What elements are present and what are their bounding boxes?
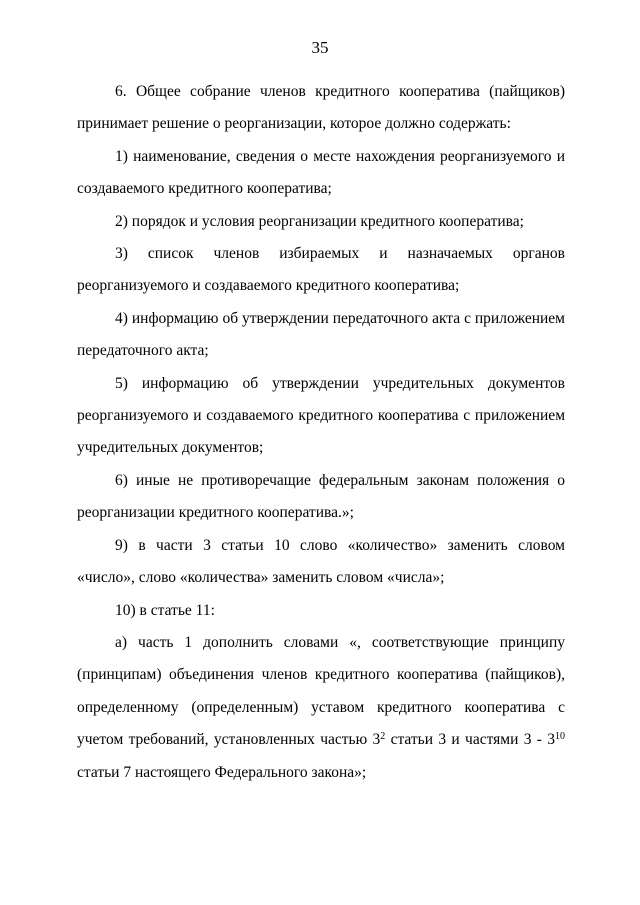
paragraph-a-text-1: а) часть 1 дополнить словами «, соответствующие принципу (принципам) объединения членов кредитного кооператива (пайщиков), определенному (определенным) уставом кредитного кооператива с учетом требований, установленных частью 3 bbox=[77, 633, 565, 749]
superscript-10: 10 bbox=[555, 731, 565, 743]
paragraph-subitem-5: 5) информацию об утверждении учредительных документов реорганизуемого и создаваемого кредитного кооператива с приложением учредительных документов; bbox=[77, 374, 565, 457]
paragraph-subitem-6: 6) иные не противоречащие федеральным законам положения о реорганизации кредитного кооператива.»; bbox=[77, 471, 565, 522]
paragraph-a-text-2: статьи 3 и частями 3 - 3 bbox=[385, 731, 555, 749]
paragraph-subitem-2: 2) порядок и условия реорганизации кредитного кооператива; bbox=[115, 212, 524, 230]
paragraph-subitem-3: 3) список членов избираемых и назначаемых органов реорганизуемого и создаваемого кредитного кооператива; bbox=[77, 245, 565, 295]
page-number: 35 bbox=[311, 38, 329, 57]
paragraph-subitem-a bbox=[77, 627, 565, 789]
superscript-2: 2 bbox=[380, 731, 386, 743]
document-body bbox=[77, 76, 565, 789]
paragraph-a-text-3: статьи 7 настоящего Федерального закона»; bbox=[77, 763, 367, 781]
paragraph-subitem-1: 1) наименование, сведения о месте нахождения реорганизуемого и создаваемого кредитного кооператива; bbox=[77, 147, 565, 198]
paragraph-item-6: 6. Общее собрание членов кредитного кооператива (пайщиков) принимает решение о реорганизации, которое должно содержать: bbox=[77, 83, 565, 133]
paragraph-item-10: 10) в статье 11: bbox=[115, 601, 215, 619]
paragraph-subitem-4: 4) информацию об утверждении передаточного акта с приложением передаточного акта; bbox=[77, 309, 565, 360]
paragraph-item-9: 9) в части 3 статьи 10 слово «количество» заменить словом «число», слово «количества» заменить словом «числа»; bbox=[77, 536, 565, 587]
